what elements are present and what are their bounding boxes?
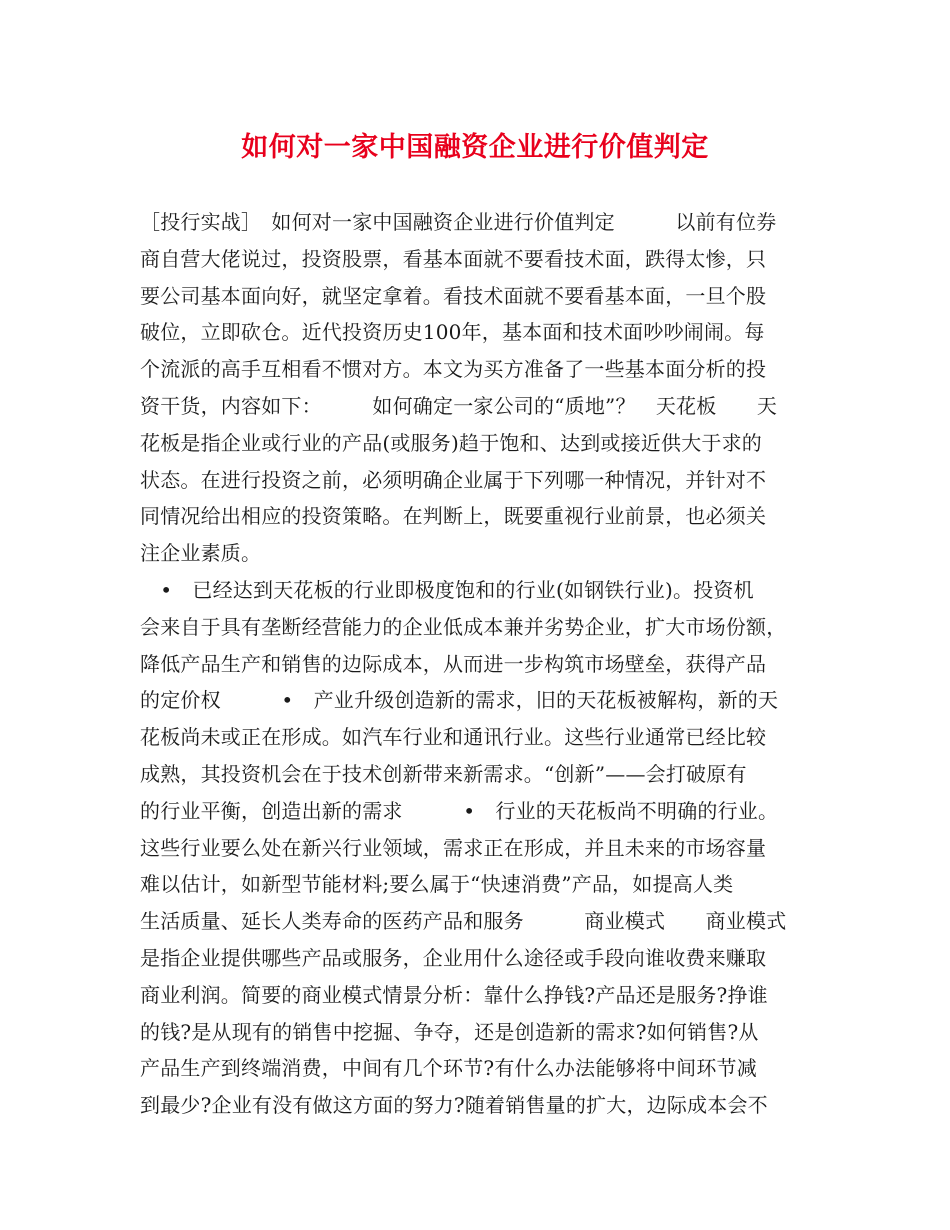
body-line: ［投行实战］ 如何对一家中国融资企业进行价值判定 以前有位券	[140, 210, 777, 234]
document-body	[140, 204, 824, 1124]
body-line: 个流派的高手互相看不惯对方。本文为买方准备了一些基本面分析的投	[140, 357, 767, 382]
body-line: 花板尚未或正在形成。如汽车行业和通讯行业。这些行业通常已经比较	[140, 725, 767, 750]
body-line: 资干货，内容如下： 如何确定一家公司的“质地”？ 天花板 天	[140, 393, 778, 418]
body-line: 要公司基本面向好，就坚定拿着。看技术面就不要看基本面，一旦个股	[140, 283, 767, 308]
body-line: 产品生产到终端消费，中间有几个环节?有什么办法能够将中间环节减	[140, 1056, 757, 1081]
body-line: 商自营大佬说过，投资股票，看基本面就不要看技术面，跌得太惨，只	[140, 246, 767, 271]
body-line: 同情况给出相应的投资策略。在判断上，既要重视行业前景，也必须关	[140, 504, 767, 529]
body-line: • 已经达到天花板的行业即极度饱和的行业(如钢铁行业)。投资机	[140, 577, 754, 602]
body-line: 降低产品生产和销售的边际成本，从而进一步构筑市场壁垒，获得产品	[140, 651, 767, 676]
body-line: 的钱?是从现有的销售中挖掘、争夺，还是创造新的需求?如何销售?从	[140, 1019, 759, 1044]
body-line: 生活质量、延长人类寿命的医药产品和服务 商业模式 商业模式	[140, 909, 787, 934]
document-title: 如何对一家中国融资企业进行价值判定	[241, 132, 709, 163]
body-line: 商业利润。简要的商业模式情景分析：靠什么挣钱?产品还是服务?挣谁	[140, 982, 768, 1007]
body-line: 成熟，其投资机会在于技术创新带来新需求。“创新”——会打破原有	[140, 761, 747, 786]
body-line: 会来自于具有垄断经营能力的企业低成本兼并劣势企业，扩大市场份额，	[140, 614, 787, 639]
body-line: 注企业素质。	[140, 541, 262, 566]
body-line: 到最少?企业有没有做这方面的努力?随着销售量的扩大，边际成本会不	[140, 1093, 768, 1118]
body-line: 状态。在进行投资之前，必须明确企业属于下列哪一种情况，并针对不	[140, 467, 767, 492]
body-line: 破位，立即砍仓。近代投资历史100年，基本面和技术面吵吵闹闹。每	[140, 320, 765, 345]
body-line: 花板是指企业或行业的产品(或服务)趋于饱和、达到或接近供大于求的	[140, 430, 763, 455]
body-line: 的定价权 • 产业升级创造新的需求，旧的天花板被解构，新的天	[140, 688, 779, 713]
body-line: 是指企业提供哪些产品或服务，企业用什么途径或手段向谁收费来赚取	[140, 945, 767, 970]
body-line: 这些行业要么处在新兴行业领域，需求正在形成，并且未来的市场容量	[140, 835, 767, 860]
body-line: 难以估计，如新型节能材料;要么属于“快速消费”产品，如提高人类	[140, 872, 734, 897]
body-line: 的行业平衡，创造出新的需求 • 行业的天花板尚不明确的行业。	[140, 798, 779, 823]
